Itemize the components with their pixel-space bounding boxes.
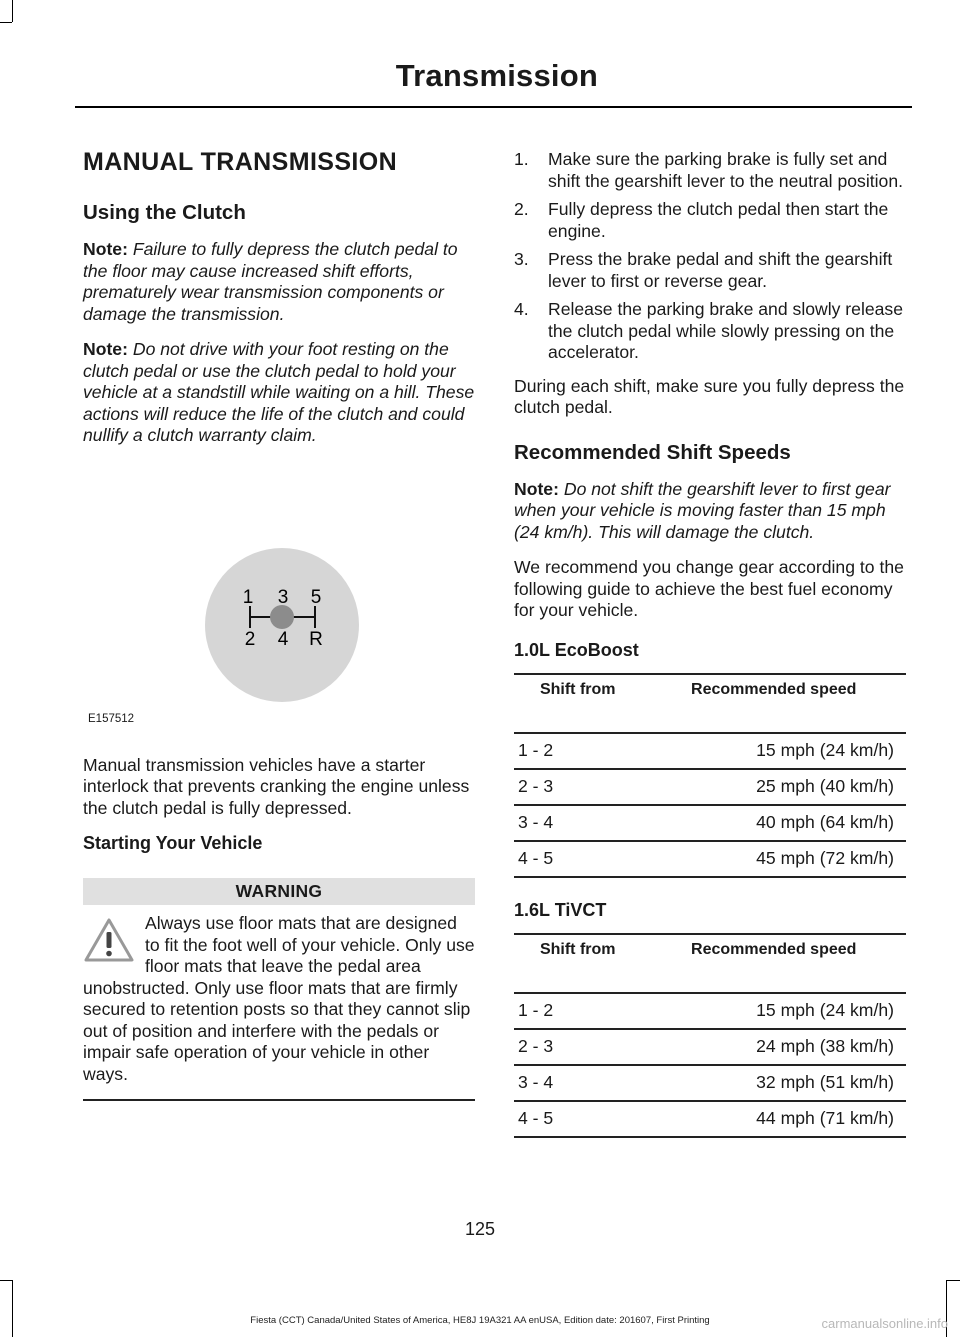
clutch-note-2 xyxy=(83,339,475,447)
gearshift-pattern-figure xyxy=(83,541,475,741)
gear-label: 5 xyxy=(310,586,322,608)
shift-speeds-title: Recommended Shift Speeds xyxy=(514,440,791,464)
note-text: Do not shift the gearshift lever to first gear when your vehicle is moving faster than 15 mph (24 km/h). This will damage the clutch. xyxy=(514,478,891,542)
speed-cell: 40 mph (64 km/h) xyxy=(641,805,906,841)
page-header-title: Transmission xyxy=(395,58,598,93)
step-text: Press the brake pedal and shift the gearshift lever to first or reverse gear. xyxy=(548,249,893,291)
speed-cell: 15 mph (24 km/h) xyxy=(641,993,906,1029)
table-row xyxy=(514,805,906,841)
speed-cell: 45 mph (72 km/h) xyxy=(641,841,906,877)
note-label: Note: xyxy=(83,339,128,359)
starting-vehicle-title: Starting Your Vehicle xyxy=(83,833,263,853)
watermark: carmanualsonline.info xyxy=(821,1316,948,1331)
table-header-row xyxy=(514,934,906,993)
speed-cell: 25 mph (40 km/h) xyxy=(641,769,906,805)
footer-edition-text: Fiesta (CCT) Canada/United States of America, HE8J 19A321 AA enUSA, Edition date: 201607, First Printing xyxy=(250,1315,710,1326)
left-column xyxy=(83,140,475,1101)
warning-header: WARNING xyxy=(83,878,475,905)
header-rule xyxy=(75,106,912,108)
note-text: Do not drive with your foot resting on the clutch pedal or use the clutch pedal to hold your vehicle at a standstill while waiting on a hill. These actions will reduce the life of the clutch and could nullify a clutch warranty claim. xyxy=(83,339,475,445)
figure-code: E157512 xyxy=(88,712,135,725)
gear-label: 2 xyxy=(244,628,256,650)
subsection-title: Using the Clutch xyxy=(83,201,246,224)
crop-mark xyxy=(0,22,12,23)
table-row xyxy=(514,1101,906,1137)
gear-label: 1 xyxy=(242,586,254,608)
shift-speed-table-ecoboost xyxy=(514,673,906,878)
recommend-paragraph: We recommend you change gear according to the following guide to achieve the best fuel economy for your vehicle. xyxy=(514,557,904,620)
table-row xyxy=(514,1065,906,1101)
warning-text: Always use floor mats that are designed to fit the foot well of your vehicle. Only use floor mats that leave the pedal area unobstructed. Only use floor mats that are firmly secured to retention posts so that they cannot slip out of position and interfere with the pedals or impair safe operation of your vehicle in other ways. xyxy=(83,913,475,1084)
column-header-shift-from: Shift from xyxy=(514,934,641,993)
clutch-note-1 xyxy=(83,239,475,325)
list-item xyxy=(514,199,906,242)
section-title: MANUAL TRANSMISSION xyxy=(83,148,398,176)
gearshift-pattern-diagram xyxy=(83,541,475,741)
crop-mark xyxy=(12,1280,13,1337)
shift-from-cell: 1 - 2 xyxy=(514,993,641,1029)
list-item xyxy=(514,249,906,292)
page-number: 125 xyxy=(464,1219,496,1239)
shift-from-cell: 4 - 5 xyxy=(514,1101,641,1137)
step-number: 2. xyxy=(514,199,529,219)
starting-steps-list xyxy=(514,149,906,364)
column-header-recommended-speed: Recommended speed xyxy=(641,934,906,993)
speed-cell: 24 mph (38 km/h) xyxy=(641,1029,906,1065)
table-row xyxy=(514,769,906,805)
during-shift-paragraph: During each shift, make sure you fully depress the clutch pedal. xyxy=(514,375,905,417)
shift-from-cell: 1 - 2 xyxy=(514,733,641,769)
shift-speed-table-tivct xyxy=(514,933,906,1138)
column-header-shift-from: Shift from xyxy=(514,674,641,733)
step-number: 4. xyxy=(514,299,529,319)
note-label: Note: xyxy=(514,478,559,499)
table-title-ecoboost: 1.0L EcoBoost xyxy=(514,639,639,660)
right-column xyxy=(514,140,906,1160)
warning-triangle-icon xyxy=(83,917,135,963)
shift-from-cell: 3 - 4 xyxy=(514,1065,641,1101)
table-title-tivct: 1.6L TiVCT xyxy=(514,899,607,920)
speed-cell: 32 mph (51 km/h) xyxy=(641,1065,906,1101)
list-item xyxy=(514,299,906,364)
speed-cell: 15 mph (24 km/h) xyxy=(641,733,906,769)
crop-mark xyxy=(0,1280,12,1281)
note-text: Failure to fully depress the clutch pedal to the floor may cause increased shift efforts, prematurely wear transmission components or damage the transmission. xyxy=(83,239,458,324)
shift-from-cell: 2 - 3 xyxy=(514,1029,641,1065)
step-number: 1. xyxy=(514,149,529,169)
warning-rule xyxy=(83,1099,475,1101)
table-row xyxy=(514,993,906,1029)
column-header-recommended-speed: Recommended speed xyxy=(641,674,906,733)
shift-speed-note xyxy=(514,479,906,544)
gear-knob-neutral xyxy=(270,605,294,629)
gear-label: R xyxy=(309,628,323,650)
note-label: Note: xyxy=(83,239,128,259)
warning-body xyxy=(83,905,475,1101)
interlock-paragraph: Manual transmission vehicles have a starter interlock that prevents cranking the engine unless the clutch pedal is fully depressed. xyxy=(83,754,470,818)
shift-from-cell: 3 - 4 xyxy=(514,805,641,841)
shift-from-cell: 4 - 5 xyxy=(514,841,641,877)
table-row xyxy=(514,1029,906,1065)
step-number: 3. xyxy=(514,249,529,269)
crop-mark xyxy=(12,0,13,22)
list-item xyxy=(514,149,906,192)
table-row xyxy=(514,733,906,769)
table-row xyxy=(514,841,906,877)
step-text: Fully depress the clutch pedal then start the engine. xyxy=(548,199,889,241)
crop-mark xyxy=(946,1280,960,1281)
gear-label: 4 xyxy=(277,628,289,650)
shift-from-cell: 2 - 3 xyxy=(514,769,641,805)
step-text: Release the parking brake and slowly release the clutch pedal while slowly pressing on the accelerator. xyxy=(548,299,904,362)
gear-label: 3 xyxy=(277,586,289,608)
speed-cell: 44 mph (71 km/h) xyxy=(641,1101,906,1137)
step-text: Make sure the parking brake is fully set and shift the gearshift lever to the neutral position. xyxy=(548,149,904,191)
warning-box xyxy=(83,878,475,1101)
table-header-row xyxy=(514,674,906,733)
